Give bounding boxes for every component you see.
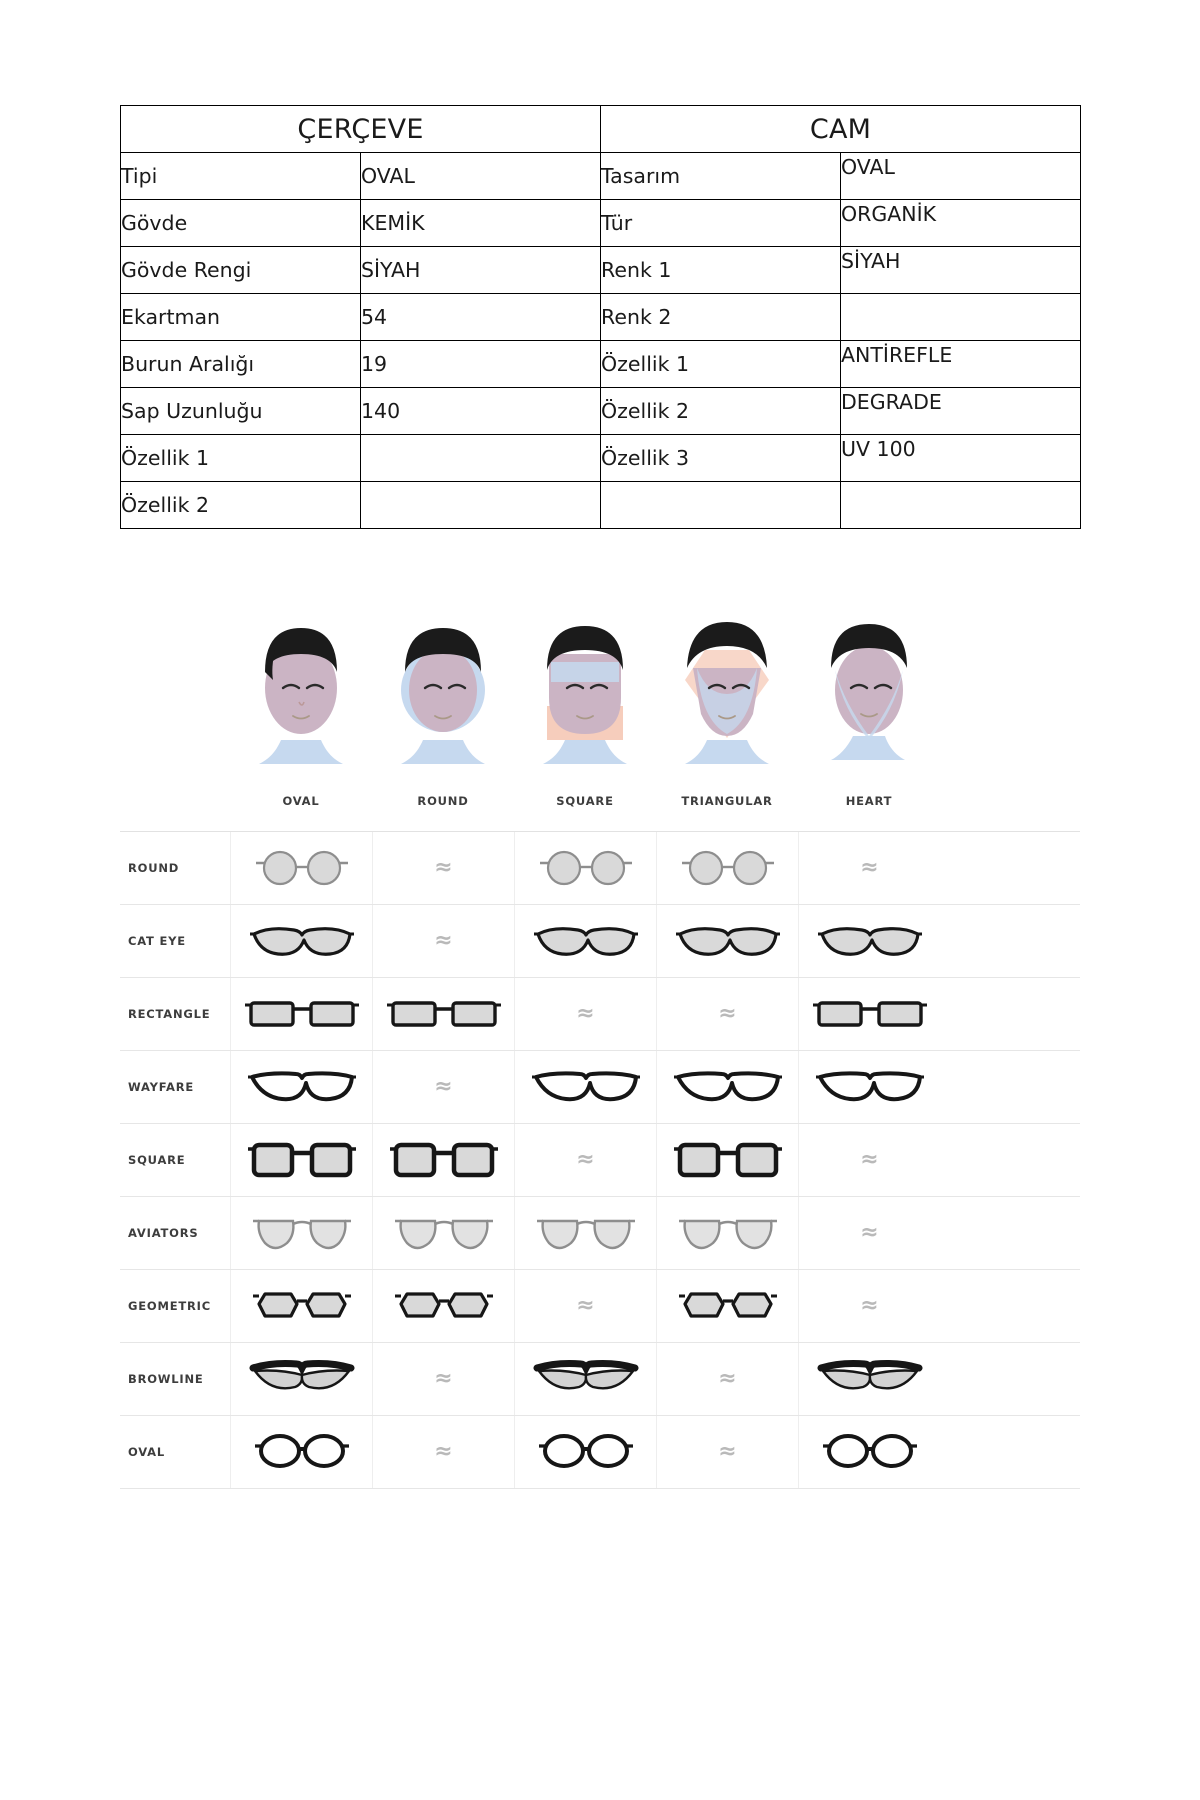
grid-row [120, 1197, 1080, 1270]
lens-value-4: ANTİREFLE [841, 341, 1081, 388]
glasses-cat-eye-icon [246, 918, 358, 964]
glasses-rectangle-icon [811, 992, 929, 1036]
table-row [121, 200, 1081, 247]
cell-cat-eye-heart [798, 905, 940, 977]
cell-aviators-round [372, 1197, 514, 1269]
glasses-oval-icon [250, 1430, 354, 1474]
cell-round-oval [230, 832, 372, 904]
glasses-aviators-icon [675, 1211, 781, 1255]
table-row [121, 435, 1081, 482]
face-heart-icon [809, 610, 929, 775]
glasses-wayfare-icon [814, 1065, 926, 1109]
glasses-round-icon [534, 845, 638, 891]
cell-browline-round [372, 1343, 514, 1415]
face-triangular-icon [667, 610, 787, 775]
lens-label-7 [601, 482, 841, 529]
not-recommended-icon: ≈ [434, 855, 453, 880]
spec-table [120, 105, 1081, 529]
not-recommended-icon: ≈ [576, 1001, 595, 1026]
cell-aviators-square [514, 1197, 656, 1269]
face-square-icon [525, 610, 645, 775]
table-row [121, 153, 1081, 200]
lens-label-5: Özellik 2 [601, 388, 841, 435]
face-shape-chart [120, 600, 1080, 1489]
not-recommended-icon: ≈ [434, 1439, 453, 1464]
frame-value-6 [361, 435, 601, 482]
row-label-browline: BROWLINE [128, 1372, 204, 1386]
lens-value-6: UV 100 [841, 435, 1081, 482]
cell-cat-eye-oval [230, 905, 372, 977]
grid-row [120, 832, 1080, 905]
glasses-wayfare-icon [530, 1065, 642, 1109]
not-recommended-icon: ≈ [860, 855, 879, 880]
glasses-rectangle-icon [243, 992, 361, 1036]
face-shape-header-row [120, 775, 1080, 827]
cell-rectangle-oval [230, 978, 372, 1050]
table-row [121, 247, 1081, 294]
table-row [121, 482, 1081, 529]
glasses-browline-icon [531, 1358, 641, 1400]
not-recommended-icon: ≈ [860, 1293, 879, 1318]
cell-cat-eye-round [372, 905, 514, 977]
cell-square-round [372, 1124, 514, 1196]
cell-square-triangular [656, 1124, 798, 1196]
grid-row [120, 1051, 1080, 1124]
frame-value-2: SİYAH [361, 247, 601, 294]
frame-label-7: Özellik 2 [121, 482, 361, 529]
cell-rectangle-round [372, 978, 514, 1050]
row-label-square: SQUARE [128, 1153, 186, 1167]
not-recommended-icon: ≈ [576, 1293, 595, 1318]
cell-oval-heart [798, 1416, 940, 1488]
row-label-wayfare: WAYFARE [128, 1080, 195, 1094]
cell-rectangle-square [514, 978, 656, 1050]
frame-label-2: Gövde Rengi [121, 247, 361, 294]
row-label-round: ROUND [128, 861, 180, 875]
frame-label-1: Gövde [121, 200, 361, 247]
frame-label-0: Tipi [121, 153, 361, 200]
row-label-oval: OVAL [128, 1445, 166, 1459]
frame-value-0: OVAL [361, 153, 601, 200]
face-round-icon [383, 610, 503, 775]
cell-rectangle-heart [798, 978, 940, 1050]
face-oval [230, 600, 372, 775]
cell-oval-oval [230, 1416, 372, 1488]
lens-value-5: DEGRADE [841, 388, 1081, 435]
glasses-wayfare-icon [246, 1065, 358, 1109]
glasses-aviators-icon [249, 1211, 355, 1255]
lens-value-3 [841, 294, 1081, 341]
cell-geometric-round [372, 1270, 514, 1342]
glasses-oval-icon [818, 1430, 922, 1474]
cell-geometric-oval [230, 1270, 372, 1342]
cell-wayfare-square [514, 1051, 656, 1123]
cell-wayfare-triangular [656, 1051, 798, 1123]
cell-round-square [514, 832, 656, 904]
cell-wayfare-heart [798, 1051, 940, 1123]
frame-value-5: 140 [361, 388, 601, 435]
not-recommended-icon: ≈ [718, 1001, 737, 1026]
not-recommended-icon: ≈ [576, 1147, 595, 1172]
frame-value-7 [361, 482, 601, 529]
not-recommended-icon: ≈ [860, 1147, 879, 1172]
table-header-row [121, 106, 1081, 153]
lens-value-1: ORGANİK [841, 200, 1081, 247]
lens-value-0: OVAL [841, 153, 1081, 200]
cell-square-square [514, 1124, 656, 1196]
cell-oval-triangular [656, 1416, 798, 1488]
lens-value-7 [841, 482, 1081, 529]
cell-geometric-triangular [656, 1270, 798, 1342]
lens-section-header: CAM [601, 106, 1081, 153]
row-label-cat-eye: CAT EYE [128, 934, 186, 948]
cell-browline-triangular [656, 1343, 798, 1415]
cell-browline-heart [798, 1343, 940, 1415]
glasses-geometric-icon [391, 1284, 497, 1328]
glasses-rectangle-icon [385, 992, 503, 1036]
glasses-aviators-icon [533, 1211, 639, 1255]
spec-table-container [120, 105, 1080, 529]
face-square [514, 600, 656, 775]
glasses-wayfare-icon [672, 1065, 784, 1109]
glasses-square-icon [386, 1137, 502, 1183]
frame-section-header: ÇERÇEVE [121, 106, 601, 153]
frame-value-4: 19 [361, 341, 601, 388]
recommendation-grid [120, 831, 1080, 1489]
cell-wayfare-round [372, 1051, 514, 1123]
frame-label-4: Burun Aralığı [121, 341, 361, 388]
cell-aviators-triangular [656, 1197, 798, 1269]
table-row [121, 388, 1081, 435]
lens-label-2: Renk 1 [601, 247, 841, 294]
cell-round-triangular [656, 832, 798, 904]
table-row [121, 341, 1081, 388]
glasses-geometric-icon [675, 1284, 781, 1328]
frame-value-3: 54 [361, 294, 601, 341]
glasses-cat-eye-icon [530, 918, 642, 964]
face-oval-icon [241, 610, 361, 775]
cell-aviators-oval [230, 1197, 372, 1269]
lens-label-6: Özellik 3 [601, 435, 841, 482]
frame-label-6: Özellik 1 [121, 435, 361, 482]
glasses-square-icon [670, 1137, 786, 1183]
cell-browline-oval [230, 1343, 372, 1415]
glasses-browline-icon [247, 1358, 357, 1400]
cell-geometric-square [514, 1270, 656, 1342]
glasses-round-icon [250, 845, 354, 891]
cell-square-oval [230, 1124, 372, 1196]
cell-wayfare-oval [230, 1051, 372, 1123]
grid-row [120, 1270, 1080, 1343]
col-head-triangular: TRIANGULAR [681, 794, 773, 808]
not-recommended-icon: ≈ [860, 1220, 879, 1245]
glasses-oval-icon [534, 1430, 638, 1474]
grid-row [120, 1343, 1080, 1416]
row-label-aviators: AVIATORS [128, 1226, 199, 1240]
grid-row [120, 905, 1080, 978]
cell-cat-eye-triangular [656, 905, 798, 977]
not-recommended-icon: ≈ [434, 928, 453, 953]
face-illustrations-row [230, 600, 1080, 775]
face-round [372, 600, 514, 775]
frame-label-5: Sap Uzunluğu [121, 388, 361, 435]
lens-label-1: Tür [601, 200, 841, 247]
row-label-rectangle: RECTANGLE [128, 1007, 211, 1021]
col-head-heart: HEART [845, 794, 893, 808]
face-heart [798, 600, 940, 775]
cell-oval-round [372, 1416, 514, 1488]
cell-rectangle-triangular [656, 978, 798, 1050]
glasses-geometric-icon [249, 1284, 355, 1328]
col-head-square: SQUARE [556, 794, 614, 808]
table-row [121, 294, 1081, 341]
not-recommended-icon: ≈ [718, 1366, 737, 1391]
not-recommended-icon: ≈ [718, 1439, 737, 1464]
cell-round-heart [798, 832, 940, 904]
glasses-cat-eye-icon [672, 918, 784, 964]
cell-aviators-heart [798, 1197, 940, 1269]
frame-value-1: KEMİK [361, 200, 601, 247]
not-recommended-icon: ≈ [434, 1074, 453, 1099]
lens-label-3: Renk 2 [601, 294, 841, 341]
glasses-square-icon [244, 1137, 360, 1183]
cell-square-heart [798, 1124, 940, 1196]
cell-oval-square [514, 1416, 656, 1488]
glasses-aviators-icon [391, 1211, 497, 1255]
glasses-browline-icon [815, 1358, 925, 1400]
row-label-geometric: GEOMETRIC [128, 1299, 211, 1313]
glasses-round-icon [676, 845, 780, 891]
col-head-oval: OVAL [282, 794, 320, 808]
lens-label-4: Özellik 1 [601, 341, 841, 388]
grid-row [120, 978, 1080, 1051]
grid-row [120, 1124, 1080, 1197]
lens-label-0: Tasarım [601, 153, 841, 200]
lens-value-2: SİYAH [841, 247, 1081, 294]
frame-label-3: Ekartman [121, 294, 361, 341]
glasses-cat-eye-icon [814, 918, 926, 964]
cell-round-round [372, 832, 514, 904]
not-recommended-icon: ≈ [434, 1366, 453, 1391]
col-head-round: ROUND [417, 794, 469, 808]
cell-browline-square [514, 1343, 656, 1415]
cell-cat-eye-square [514, 905, 656, 977]
cell-geometric-heart [798, 1270, 940, 1342]
grid-row [120, 1416, 1080, 1489]
face-triangular [656, 600, 798, 775]
